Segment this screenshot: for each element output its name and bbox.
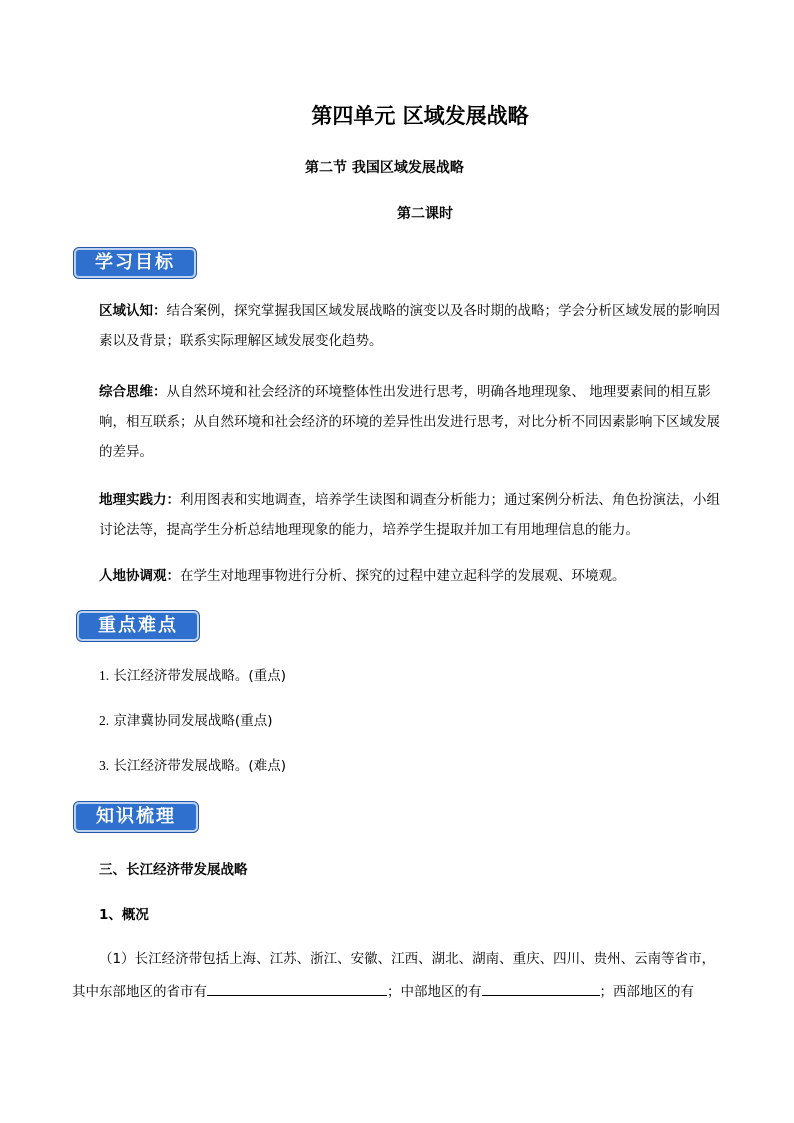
- key-point-number: 2.: [99, 713, 110, 728]
- fill-prompt-west: ；西部地区的有: [599, 984, 694, 1000]
- key-point-item: [99, 711, 272, 731]
- objective-text: 结合案例，探究掌握我国区域发展战略的演变以及各时期的战略；学会分析区域发展的影响因素以及背景；联系实际理解区域发展变化趋势。: [99, 303, 720, 349]
- fill-blank-east[interactable]: [207, 981, 387, 996]
- objective-text: 在学生对地理事物进行分析、探究的过程中建立起科学的发展观、环境观。: [180, 568, 626, 584]
- key-point-text: 京津冀协同发展战略(重点): [113, 713, 273, 729]
- subsection-heading: 1、概况: [99, 907, 149, 923]
- key-point-item: [99, 756, 286, 776]
- objective-label: 综合思维：: [99, 384, 167, 400]
- lesson-label: 第二课时: [397, 206, 453, 222]
- key-point-number: 3.: [99, 758, 110, 773]
- fill-prompt-central: ；中部地区的有: [387, 984, 482, 1000]
- objective-label: 区域认知：: [99, 303, 167, 319]
- key-point-item: [99, 666, 286, 686]
- fill-blank-central[interactable]: [482, 981, 600, 996]
- objective-text: 从自然环境和社会经济的环境整体性出发进行思考，明确各地理现象、 地理要素间的相互影响，相互联系；从自然环境和社会经济的环境的差异性出发进行思考，对比分析不同因素影响下区域发展的差异。: [99, 384, 720, 460]
- objective-text: 利用图表和实地调查，培养学生读图和调查分析能力；通过案例分析法、角色扮演法，小组讨论法等，提高学生分析总结地理现象的能力，培养学生提取并加工有用地理信息的能力。: [99, 492, 720, 538]
- key-points-badge: 重点难点: [77, 611, 199, 641]
- objective-paragraph: [99, 296, 729, 356]
- knowledge-badge: 知识梳理: [74, 802, 198, 832]
- key-point-text: 长江经济带发展战略。(难点): [113, 758, 286, 774]
- overview-paragraph-line2: [72, 980, 694, 1000]
- objective-paragraph: [99, 377, 729, 467]
- page-title: 第四单元 区域发展战略: [311, 103, 529, 128]
- objective-label: 地理实践力：: [99, 492, 180, 508]
- fill-prompt-east: 其中东部地区的省市有: [72, 984, 207, 1000]
- objective-paragraph: [99, 561, 729, 591]
- objective-paragraph: [99, 485, 729, 545]
- key-point-text: 长江经济带发展战略。(重点): [113, 668, 286, 684]
- objective-label: 人地协调观：: [99, 568, 180, 584]
- overview-paragraph-line1: （1）长江经济带包括上海、江苏、浙江、安徽、江西、湖北、湖南、重庆、四川、贵州、云南等省市，: [99, 951, 716, 967]
- objectives-badge: 学习目标: [74, 248, 196, 278]
- section-heading: 三、长江经济带发展战略: [99, 862, 248, 878]
- key-point-number: 1.: [99, 668, 110, 683]
- section-subtitle: 第二节 我国区域发展战略: [305, 160, 464, 176]
